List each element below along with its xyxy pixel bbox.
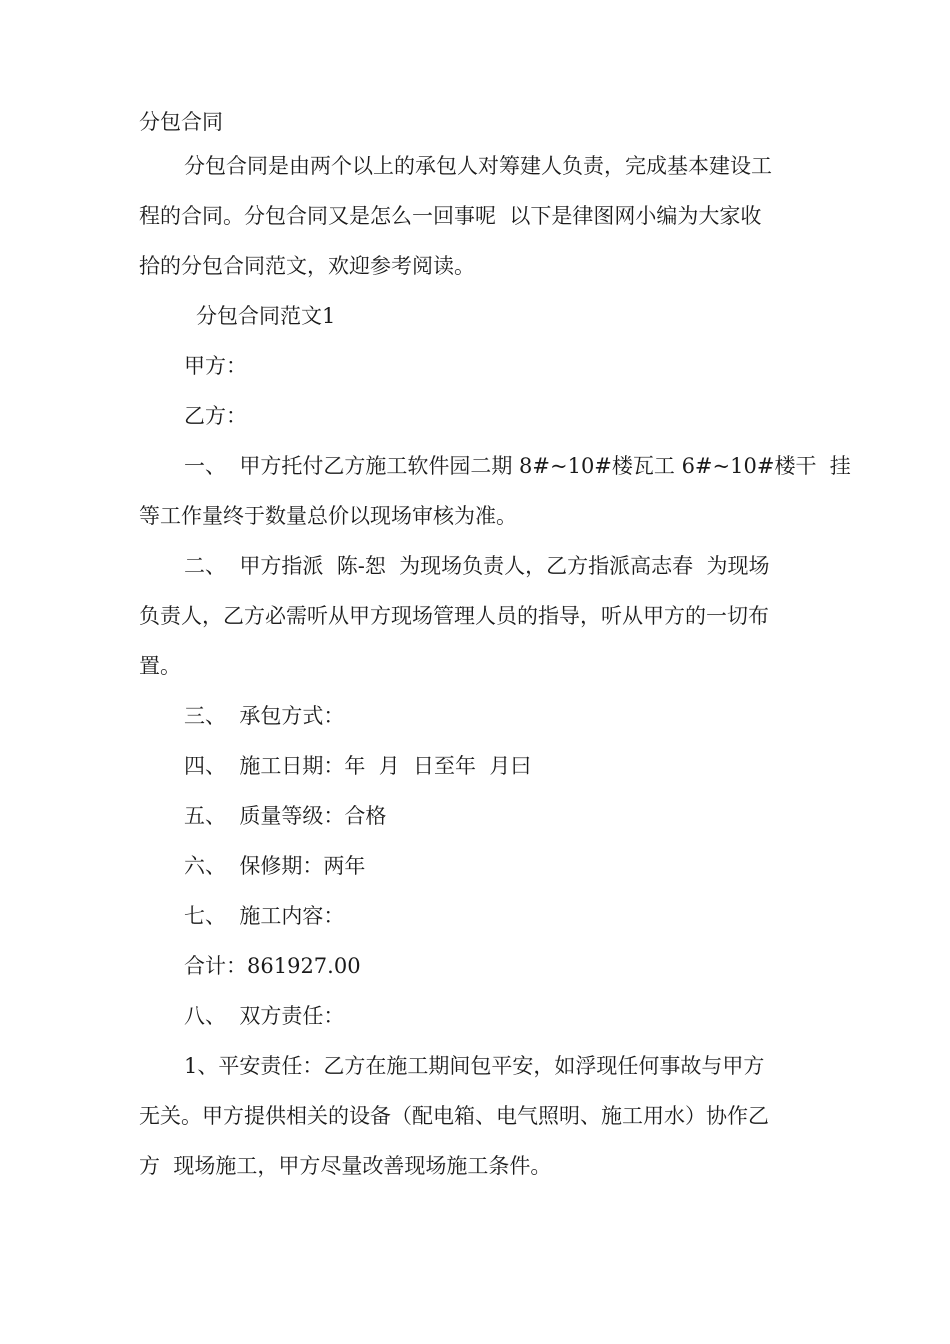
clause-5: 五、 质量等级：合格 — [184, 804, 387, 828]
clause-7: 七、 施工内容： — [184, 904, 345, 928]
responsibility-line-3: 方 现场施工，甲方尽量改善现场施工条件。 — [139, 1154, 552, 1178]
party-a-line: 甲方： — [184, 354, 247, 378]
responsibility-line-1: 1、平安责任：乙方在施工期间包平安，如浮现任何事故与甲方 — [184, 1054, 765, 1078]
total-amount: 合计：861927.00 — [184, 954, 361, 978]
document-title: 分包合同 — [139, 110, 223, 134]
clause-3: 三、 承包方式： — [184, 704, 345, 728]
intro-line-3: 拾的分包合同范文，欢迎参考阅读。 — [139, 254, 475, 278]
clause-2-line-3: 置。 — [139, 654, 181, 678]
clause-1-line-1: 一、 甲方托付乙方施工软件园二期 8#~10#楼瓦工 6#~10#楼干 挂 — [184, 454, 851, 478]
clause-1-line-2: 等工作量终于数量总价以现场审核为准。 — [139, 504, 517, 528]
clause-2-line-1: 二、 甲方指派 陈-恕 为现场负责人，乙方指派高志春 为现场 — [184, 554, 770, 578]
clause-4: 四、 施工日期：年 月 日至年 月曰 — [184, 754, 532, 778]
intro-line-1: 分包合同是由两个以上的承包人对筹建人负责，完成基本建设工 — [184, 154, 772, 178]
intro-line-2: 程的合同。分包合同又是怎么一回事呢 以下是律图网小编为大家收 — [139, 204, 762, 228]
party-b-line: 乙方： — [184, 404, 247, 428]
section-heading: 分包合同范文1 — [196, 304, 336, 328]
clause-2-line-2: 负责人，乙方必需听从甲方现场管理人员的指导，听从甲方的一切布 — [139, 604, 769, 628]
clause-8: 八、 双方责任： — [184, 1004, 345, 1028]
responsibility-line-2: 无关。甲方提供相关的设备（配电箱、电气照明、施工用水）协作乙 — [139, 1104, 769, 1128]
clause-6: 六、 保修期：两年 — [184, 854, 366, 878]
